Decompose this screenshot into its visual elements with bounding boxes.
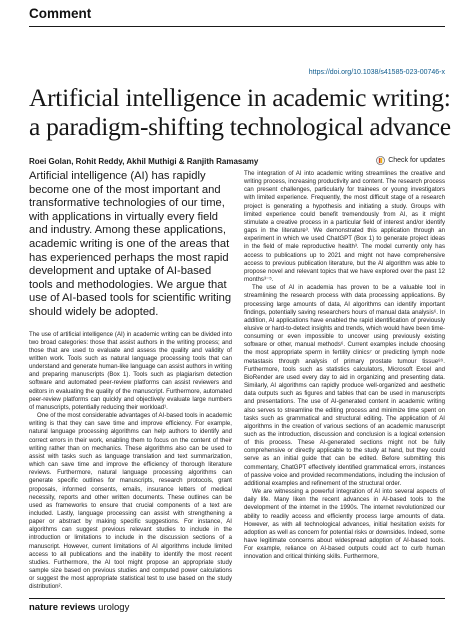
doi-link[interactable]: https://doi.org/10.1038/s41585-023-00746-x	[308, 69, 445, 76]
section-label: Comment	[29, 6, 92, 21]
check-updates-button[interactable]	[376, 156, 445, 165]
header-divider	[29, 26, 445, 27]
title-line-2: a paradigm-shifting technological advance	[29, 111, 451, 141]
journal-name-regular: urology	[95, 602, 130, 613]
article-title	[29, 84, 459, 141]
footer-divider	[29, 598, 445, 599]
check-updates-label: Check for updates	[388, 157, 445, 164]
body-paragraph: The use of AI in academia has proven to be a valuable tool in streamlining the research process with data processing applications. By processing large amounts of data, AI algorithms can identify important findings, potentially saving researchers hours of manual data analysis⁶. In addition, AI applications have enabled the rapid identification of previously elusive or hard-to-detect insights and trends, which would have been time-consuming or even impossible to uncover using previously existing software or other, manual methods⁶. Current examples include choosing the most appropriate sperm in fertility clinics⁷ or predicting lymph node metastasis through analysis of primary prostate tumour tissue⁸⁹. Furthermore, tools such as statistics calculators, Microsoft Excel and BioRender are used every day to aid in organizing and presenting data. Similarly, AI algorithms can rapidly produce well-organized and aesthetic data outputs such as figures and tables that can be used in manuscripts and presentations. The use of AI-generated content in academic writing also serves to streamline the editing process and minimize time spent on tasks such as grammatical and structural editing. The application of AI algorithms in the creation of various sections of an academic manuscript such as the introduction, discussion and conclusion is a logical extension of this process. These AI-generated sections might not be fully comprehensive or directly applicable to the study at hand, but they could serve as an initial guide that can be edited. Before submitting this commentary, ChatGPT effectively identified grammatical errors, instances of passive voice and provided recommendations, including the inclusion of additional examples and refinement of the structural order.	[244, 284, 445, 487]
body-paragraph: The use of artificial intelligence (AI) in academic writing can be divided into two broad categories: those that assist authors in the writing process; and those that are used to evaluate and assess the quality and validity of written work. Tools such as natural language processing tools that can understand and generate human-like language can assist authors in writing and preparing manuscripts (Box 1). Tools such as plagiarism detection software and automated peer-review platforms can assist reviewers and editors in evaluating the quality of the manuscript. Furthermore, automated peer-review platforms can quickly and objectively evaluate large numbers of manuscripts, potentially reducing their workload¹.	[29, 330, 232, 411]
check-updates-icon	[376, 156, 385, 165]
standfirst: Artificial intelligence (AI) has rapidly become one of the most important and transformative technologies of our time, with applications in virtually every field and industry. Among these applications, academic writing is one of the areas that has experienced perhaps the most rapid development and uptake of AI-based tools and methodologies. We argue that use of AI-based tools for scientific writing should widely be adopted.	[29, 170, 232, 318]
body-paragraph: We are witnessing a powerful integration of AI into several aspects of daily life. Many liken the recent advances in AI-based tools to the development of the internet in the 1990s. The internet revolutionized our ability to readily access and efficiently process large amounts of data. However, as with all technological advances, initial hesitation exists for adoption as well as concern for potential risks or downsides. Indeed, some have legitimate concerns about widespread adoption of AI-based tools. For example, reliance on AI-based outputs could act to curb human innovation and critical thinking skills. Furthermore,	[244, 488, 445, 561]
author-list[interactable]: Roei Golan, Rohit Reddy, Akhil Muthigi & Ranjith Ramasamy	[29, 157, 259, 166]
left-column	[29, 170, 232, 592]
body-paragraph: The integration of AI into academic writing streamlines the creative and writing process, increasing productivity and content. The research process can present challenges, particularly for trainees or young investigators with limited experience. Frequently, the most difficult stage of a research project is generating a hypothesis and initiating a study. Groups with limited experience could benefit tremendously from AI, as it might stimulate a creative process in a particular field of interest and/or identify gaps in the literature³. We demonstrated this application through an experiment in which we used ChatGPT (Box 1) to generate project ideas in the field of male reproductive health³. The model currently only has access to publications up to 2021 and might not have comprehensive access to previous publication literature, but the AI algorithm was able to propose novel and relevant topics that we have explored over the past 12 months³⁻⁵.	[244, 170, 445, 284]
title-line-1: Artificial intelligence in academic writing:	[29, 83, 451, 112]
journal-name	[29, 602, 129, 613]
journal-name-bold: nature reviews	[29, 602, 96, 613]
body-paragraph: One of the most considerable advantages of AI-based tools in academic writing is that they can save time and improve efficiency. For example, natural language processing algorithms can help authors to identify and correct errors in their work, enabling them to focus on the content of their writing rather than on mechanics. These algorithms also can be used to assist with tasks such as language translation and text summarization, which can save time and improve the efficiency of thorough literature reviews. Furthermore, natural language processing algorithms can generate specific outlines for manuscripts, research protocols, grant proposals, informed consents, emails, insurance letters of medical necessity, reports and other written documents. These outlines can be used as frameworks to ensure that crucial components of a text are included. Lastly, language processing can assist with strengthening a paper or abstract by making specific suggestions. For instance, AI algorithms can suggest previous relevant studies to include in the introduction or limitations to include in the discussion sections of a manuscript. However, current limitations of AI algorithms include limited access to all publications and the inability to identify the most recent studies. Furthermore, the AI tool might propose an appropriate study sample size based on previous studies and computed power calculations or suggest the most appropriate statistical test to use based on the study distribution².	[29, 412, 232, 591]
right-column	[244, 170, 445, 562]
